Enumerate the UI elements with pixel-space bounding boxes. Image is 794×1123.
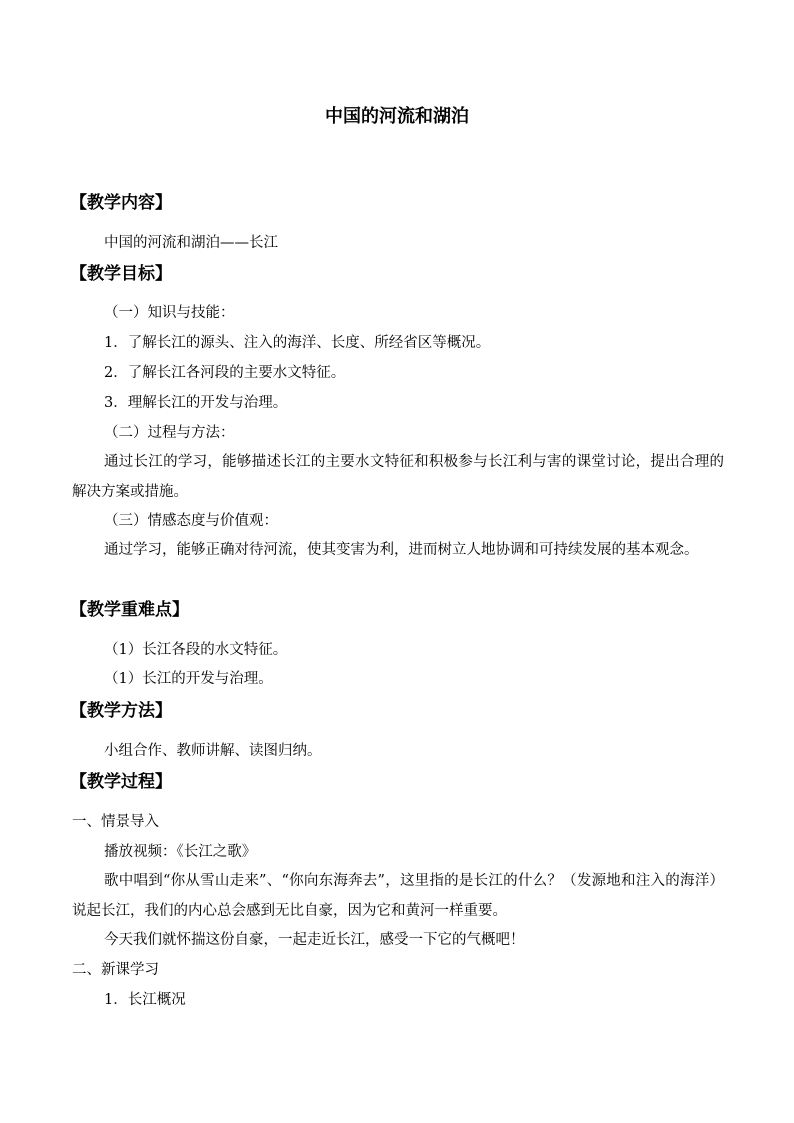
objectives-sub-attitude: （三）情感态度与价值观：	[104, 513, 278, 529]
objectives-sub-process: （二）过程与方法：	[104, 425, 235, 441]
process-sub-overview: 1．长江概况	[104, 992, 186, 1008]
content-text: 中国的河流和湖泊——长江	[104, 235, 278, 251]
keypoints-item-1: （1）长江各段的水文特征。	[104, 642, 288, 658]
objectives-process-paragraph: 通过长江的学习，能够描述长江的主要水文特征和积极参与长江利与害的课堂讨论，提出合理的解决方案或措施。	[72, 454, 724, 500]
process-step-1: 一、情景导入	[72, 814, 159, 830]
objectives-item-2: 2．了解长江各河段的主要水文特征。	[104, 365, 346, 381]
objectives-item-1: 1．了解长江的源头、注入的海洋、长度、所经省区等概况。	[104, 335, 491, 351]
document-title: 中国的河流和湖泊	[325, 106, 469, 127]
objectives-item-3: 3．理解长江的开发与治理。	[104, 395, 288, 411]
heading-teaching-content: 【教学内容】	[70, 193, 172, 213]
process-step-2: 二、新课学习	[72, 962, 159, 978]
objectives-sub-knowledge: （一）知识与技能：	[104, 305, 235, 321]
objectives-attitude-paragraph: 通过学习，能够正确对待河流，使其变害为利，进而树立人地协调和可持续发展的基本观念。	[104, 542, 699, 558]
process-video: 播放视频：《长江之歌》	[104, 844, 257, 860]
process-paragraph-1: 歌中唱到“你从雪山走来”、“你向东海奔去”，这里指的是长江的什么？（发源地和注入的海洋）说起长江，我们的内心总会感到无比自豪，因为它和黄河一样重要。	[72, 873, 724, 919]
heading-teaching-objectives: 【教学目标】	[70, 264, 172, 284]
methods-text: 小组合作、教师讲解、读图归纳。	[104, 743, 322, 759]
process-paragraph-2: 今天我们就怀揣这份自豪，一起走近长江，感受一下它的气概吧！	[104, 932, 525, 948]
heading-key-points: 【教学重难点】	[70, 600, 189, 620]
heading-teaching-process: 【教学过程】	[70, 772, 172, 792]
heading-teaching-methods: 【教学方法】	[70, 701, 172, 721]
keypoints-item-2: （1）长江的开发与治理。	[104, 671, 273, 687]
